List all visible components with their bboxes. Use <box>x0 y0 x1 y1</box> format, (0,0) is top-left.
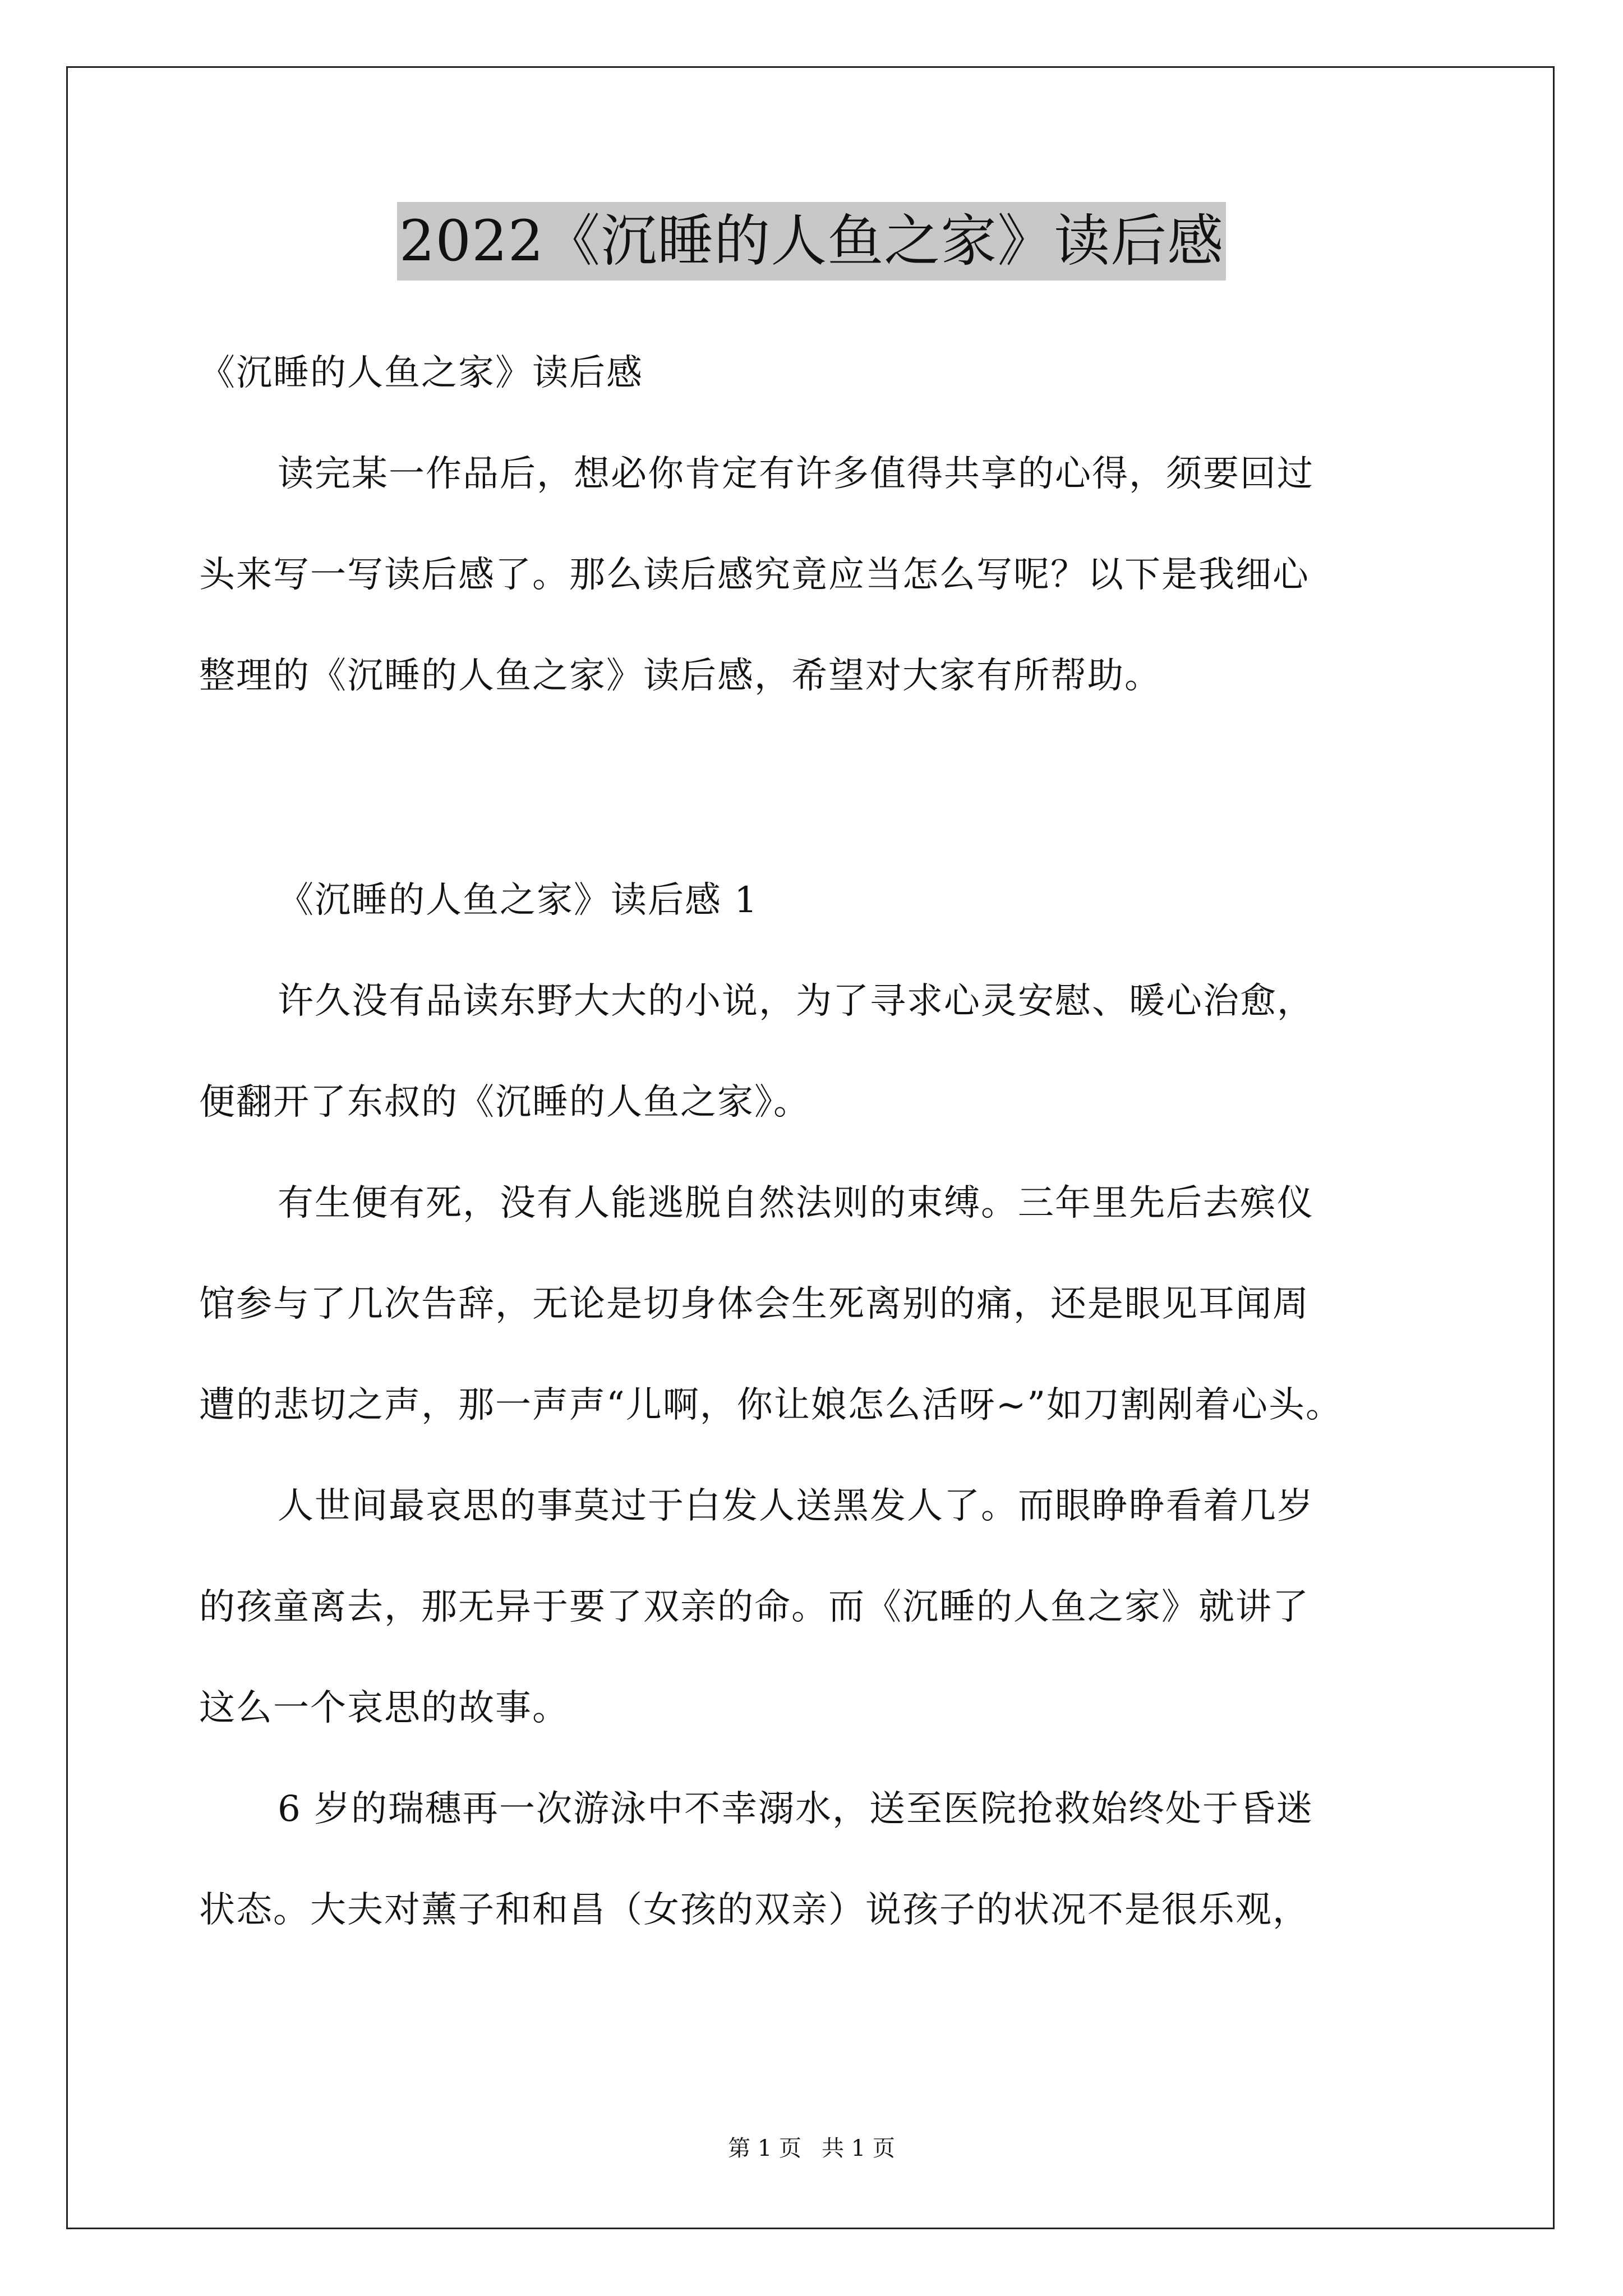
body-line-2: 便翻开了东叔的《沉睡的人鱼之家》。 <box>199 1082 810 1123</box>
body-line-7: 的孩童离去，那无异于要了双亲的命。而《沉睡的人鱼之家》就讲了 <box>199 1586 1310 1628</box>
body-line-5: 遭的悲切之声，那一声声“儿啊，你让娘怎么活呀~”如刀割剐着心头。 <box>199 1384 1343 1426</box>
body-line-8: 这么一个哀思的故事。 <box>199 1687 569 1729</box>
document-title: 2022《沉睡的人鱼之家》读后感 <box>397 202 1227 280</box>
body-line-9: 6 岁的瑞穗再一次游泳中不幸溺水，送至医院抢救始终处于昏迷 <box>278 1788 1314 1830</box>
body-line-1: 许久没有品读东野大大的小说，为了寻求心灵安慰、暖心治愈， <box>278 981 1314 1022</box>
page-number-current: 第 1 页 <box>728 2136 801 2161</box>
body-line-3: 有生便有死，没有人能逃脱自然法则的束缚。三年里先后去殡仪 <box>278 1182 1314 1224</box>
page-number-total: 共 1 页 <box>822 2136 895 2161</box>
body-line-10: 状态。大夫对薰子和和昌（女孩的双亲）说孩子的状况不是很乐观， <box>199 1889 1310 1931</box>
section-heading: 《沉睡的人鱼之家》读后感 1 <box>278 880 759 921</box>
body-line-4: 馆参与了几次告辞，无论是切身体会生死离别的痛，还是眼见耳闻周 <box>199 1283 1310 1325</box>
page-footer <box>0 2132 1623 2165</box>
intro-line-2: 头来写一写读后感了。那么读后感究竟应当怎么写呢？以下是我细心 <box>199 554 1310 596</box>
body-line-6: 人世间最哀思的事莫过于白发人送黑发人了。而眼睁睁看着几岁 <box>278 1485 1314 1527</box>
subtitle: 《沉睡的人鱼之家》读后感 <box>199 352 643 394</box>
title-container <box>0 202 1623 280</box>
intro-line-3: 整理的《沉睡的人鱼之家》读后感，希望对大家有所帮助。 <box>199 655 1161 697</box>
intro-line-1: 读完某一作品后，想必你肯定有许多值得共享的心得，须要回过 <box>278 453 1314 495</box>
